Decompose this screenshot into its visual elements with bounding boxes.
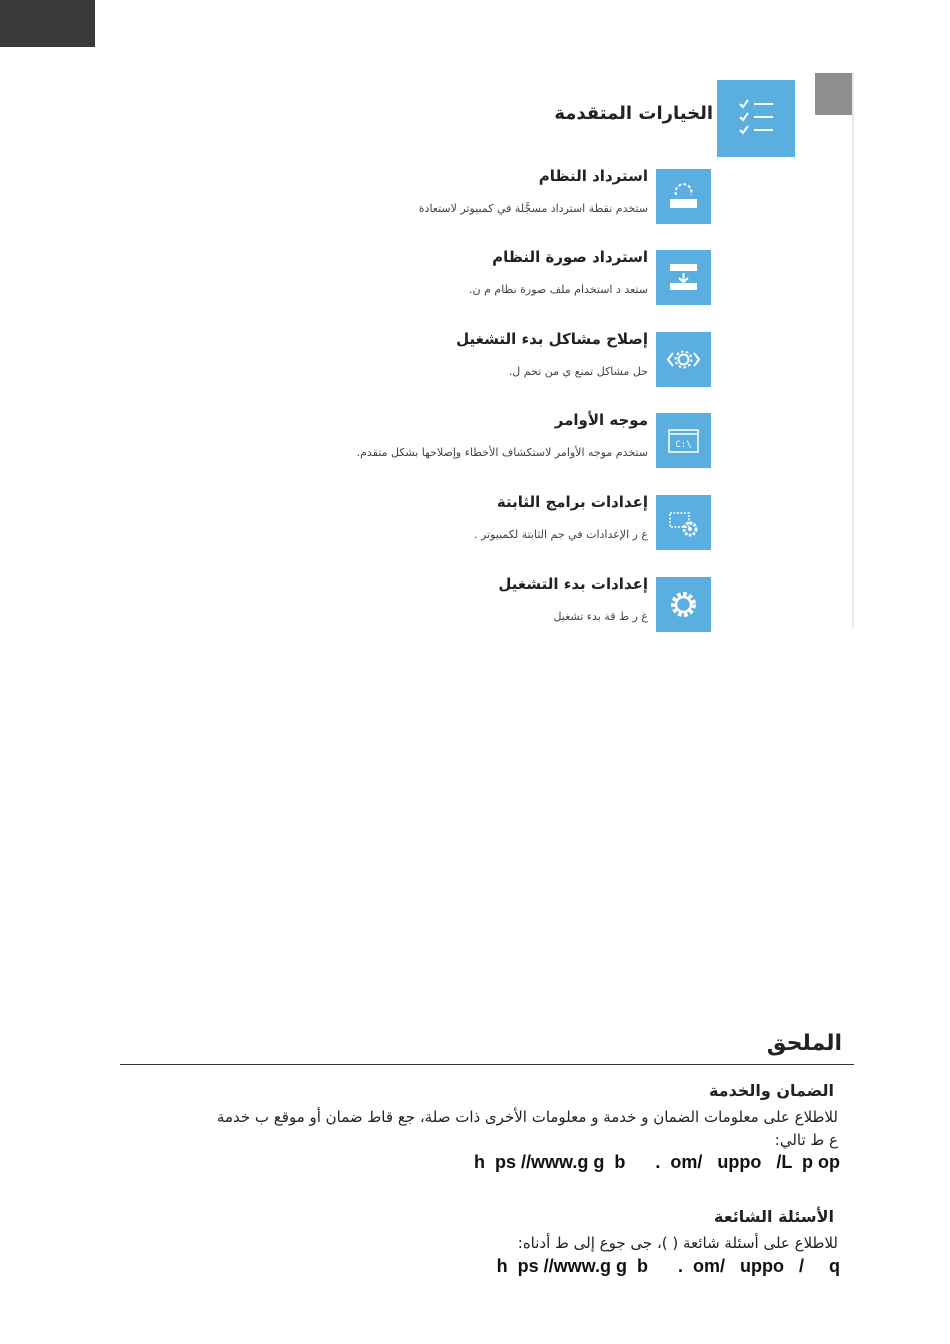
option-description: غ ر الإعدادات في جم الثابتة لكمبيوتر . bbox=[473, 528, 648, 541]
faq-link[interactable]: h ps //www.g g b . om/ uppo / q bbox=[496, 1256, 840, 1276]
faq-text: للاطلاع على أسئلة شائعة ( )، جى جوع إلى ط أدناه: bbox=[517, 1234, 838, 1252]
warranty-title: الضمان والخدمة bbox=[708, 1081, 834, 1100]
option-system-image-recovery[interactable] bbox=[0, 250, 950, 308]
system-image-icon bbox=[666, 260, 701, 295]
option-tile bbox=[656, 577, 711, 632]
option-title: موجه الأوامر bbox=[554, 411, 648, 429]
option-command-prompt[interactable] bbox=[0, 413, 950, 471]
command-prompt-icon bbox=[666, 423, 701, 458]
faq-title: الأسئلة الشائعة bbox=[714, 1207, 834, 1226]
firmware-settings-icon bbox=[666, 505, 701, 540]
advanced-options-title: الخيارات المتقدمة bbox=[554, 103, 713, 124]
option-system-restore[interactable] bbox=[0, 169, 950, 227]
option-tile bbox=[656, 413, 711, 468]
divider bbox=[120, 1064, 854, 1065]
option-description: ستخدم نقطة استرداد مسجَّلة في كمبيوتر لاستعادة bbox=[418, 202, 648, 215]
option-startup-settings[interactable] bbox=[0, 577, 950, 635]
option-tile bbox=[656, 250, 711, 305]
warranty-text-line-1: للاطلاع على معلومات الضمان و خدمة و معلومات الأخرى ذات صلة، جع قاط ضمان أو موقع ب خدمة bbox=[216, 1108, 838, 1126]
option-title: استرداد النظام bbox=[538, 167, 648, 185]
system-restore-icon bbox=[666, 179, 701, 214]
svg-text:C:\: C:\ bbox=[675, 440, 692, 450]
page-marker bbox=[815, 73, 854, 115]
option-title: إصلاح مشاكل بدء التشغيل bbox=[456, 330, 648, 348]
option-description: غ ر ط قة بدء تشغيل bbox=[553, 610, 648, 623]
startup-repair-icon bbox=[666, 342, 701, 377]
option-tile bbox=[656, 495, 711, 550]
option-description: ستعد د استخدام ملف صورة نظام م ن. bbox=[469, 283, 648, 296]
option-title: إعدادات بدء التشغيل bbox=[498, 575, 648, 593]
checklist-icon bbox=[717, 80, 795, 157]
checklist-tile bbox=[717, 80, 795, 157]
appendix-title: الملحق bbox=[766, 1031, 842, 1056]
warranty-text-line-2: ع ط تالي: bbox=[774, 1131, 838, 1149]
option-tile bbox=[656, 332, 711, 387]
warranty-support-link[interactable]: h ps //www.g g b . om/ uppo /L p op bbox=[474, 1152, 840, 1172]
option-description: حل مشاكل تمنع ي من تحم ل. bbox=[508, 365, 648, 378]
corner-block bbox=[0, 0, 95, 47]
option-startup-repair[interactable] bbox=[0, 332, 950, 390]
option-title: إعدادات برامج الثابتة bbox=[496, 493, 648, 511]
option-title: استرداد صورة النظام bbox=[492, 248, 648, 266]
option-uefi-firmware-settings[interactable] bbox=[0, 495, 950, 553]
option-tile bbox=[656, 169, 711, 224]
startup-settings-gear-icon bbox=[666, 587, 701, 622]
option-description: ستخدم موجه الأوامر لاستكشاف الأخطاء وإصلاحها بشكل متقدم. bbox=[356, 446, 648, 459]
